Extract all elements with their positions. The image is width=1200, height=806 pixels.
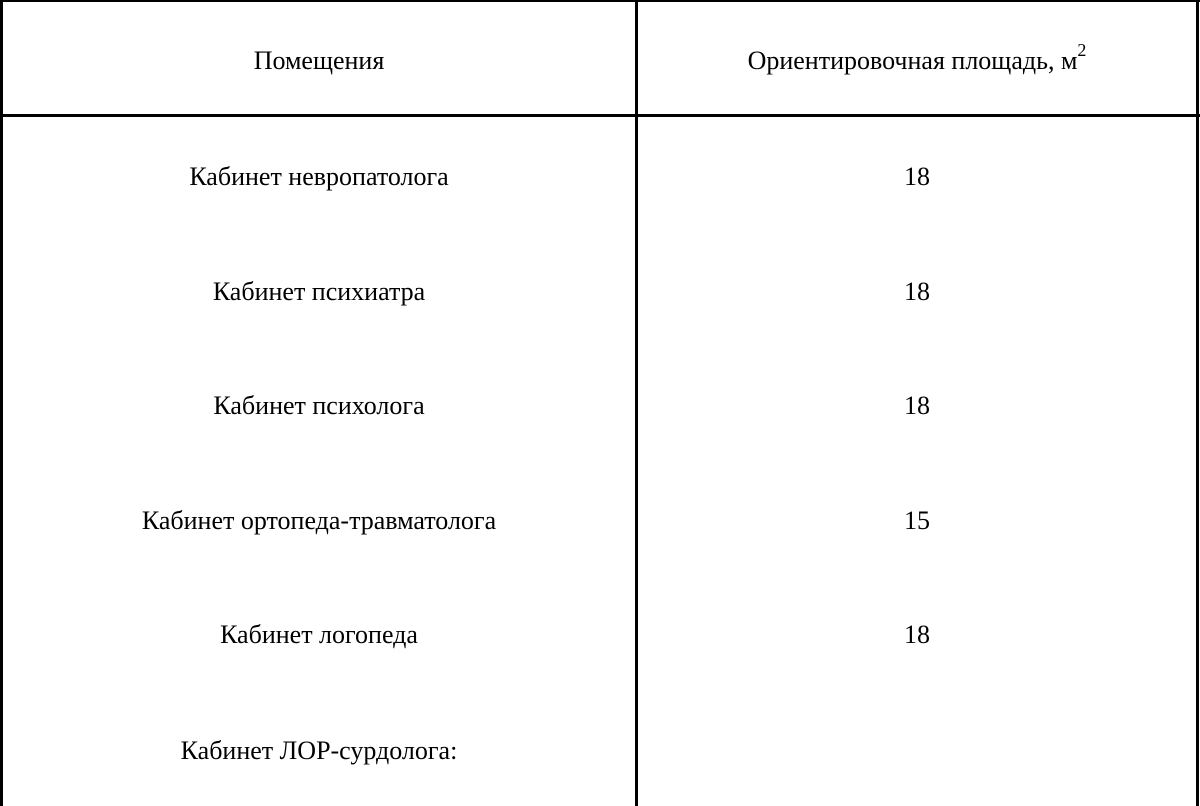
row-3-area: 18 <box>904 391 930 420</box>
header-rooms <box>3 46 635 76</box>
row-1-area: 18 <box>904 162 930 191</box>
row-1-room: Кабинет невропатолога <box>189 162 449 191</box>
row-5-room: Кабинет логопеда <box>220 620 418 649</box>
header-bottom-border <box>0 114 1200 117</box>
header-area-label: Ориентировочная площадь, м <box>747 46 1078 75</box>
row-4-room: Кабинет ортопеда-травматолога <box>141 506 497 535</box>
row-6-room: Кабинет ЛОР-сурдолога: <box>180 736 458 765</box>
table-right-border <box>1196 0 1199 806</box>
row-4-area: 15 <box>904 506 930 535</box>
header-rooms-label: Помещения <box>253 46 385 75</box>
header-area <box>638 40 1196 76</box>
table-top-border <box>0 0 1200 2</box>
header-area-unit-superscript: 2 <box>1077 40 1087 61</box>
row-2-room: Кабинет психиатра <box>212 277 426 306</box>
row-5-area: 18 <box>904 620 930 649</box>
row-3-room: Кабинет психолога <box>213 391 425 420</box>
row-2-area: 18 <box>904 277 930 306</box>
